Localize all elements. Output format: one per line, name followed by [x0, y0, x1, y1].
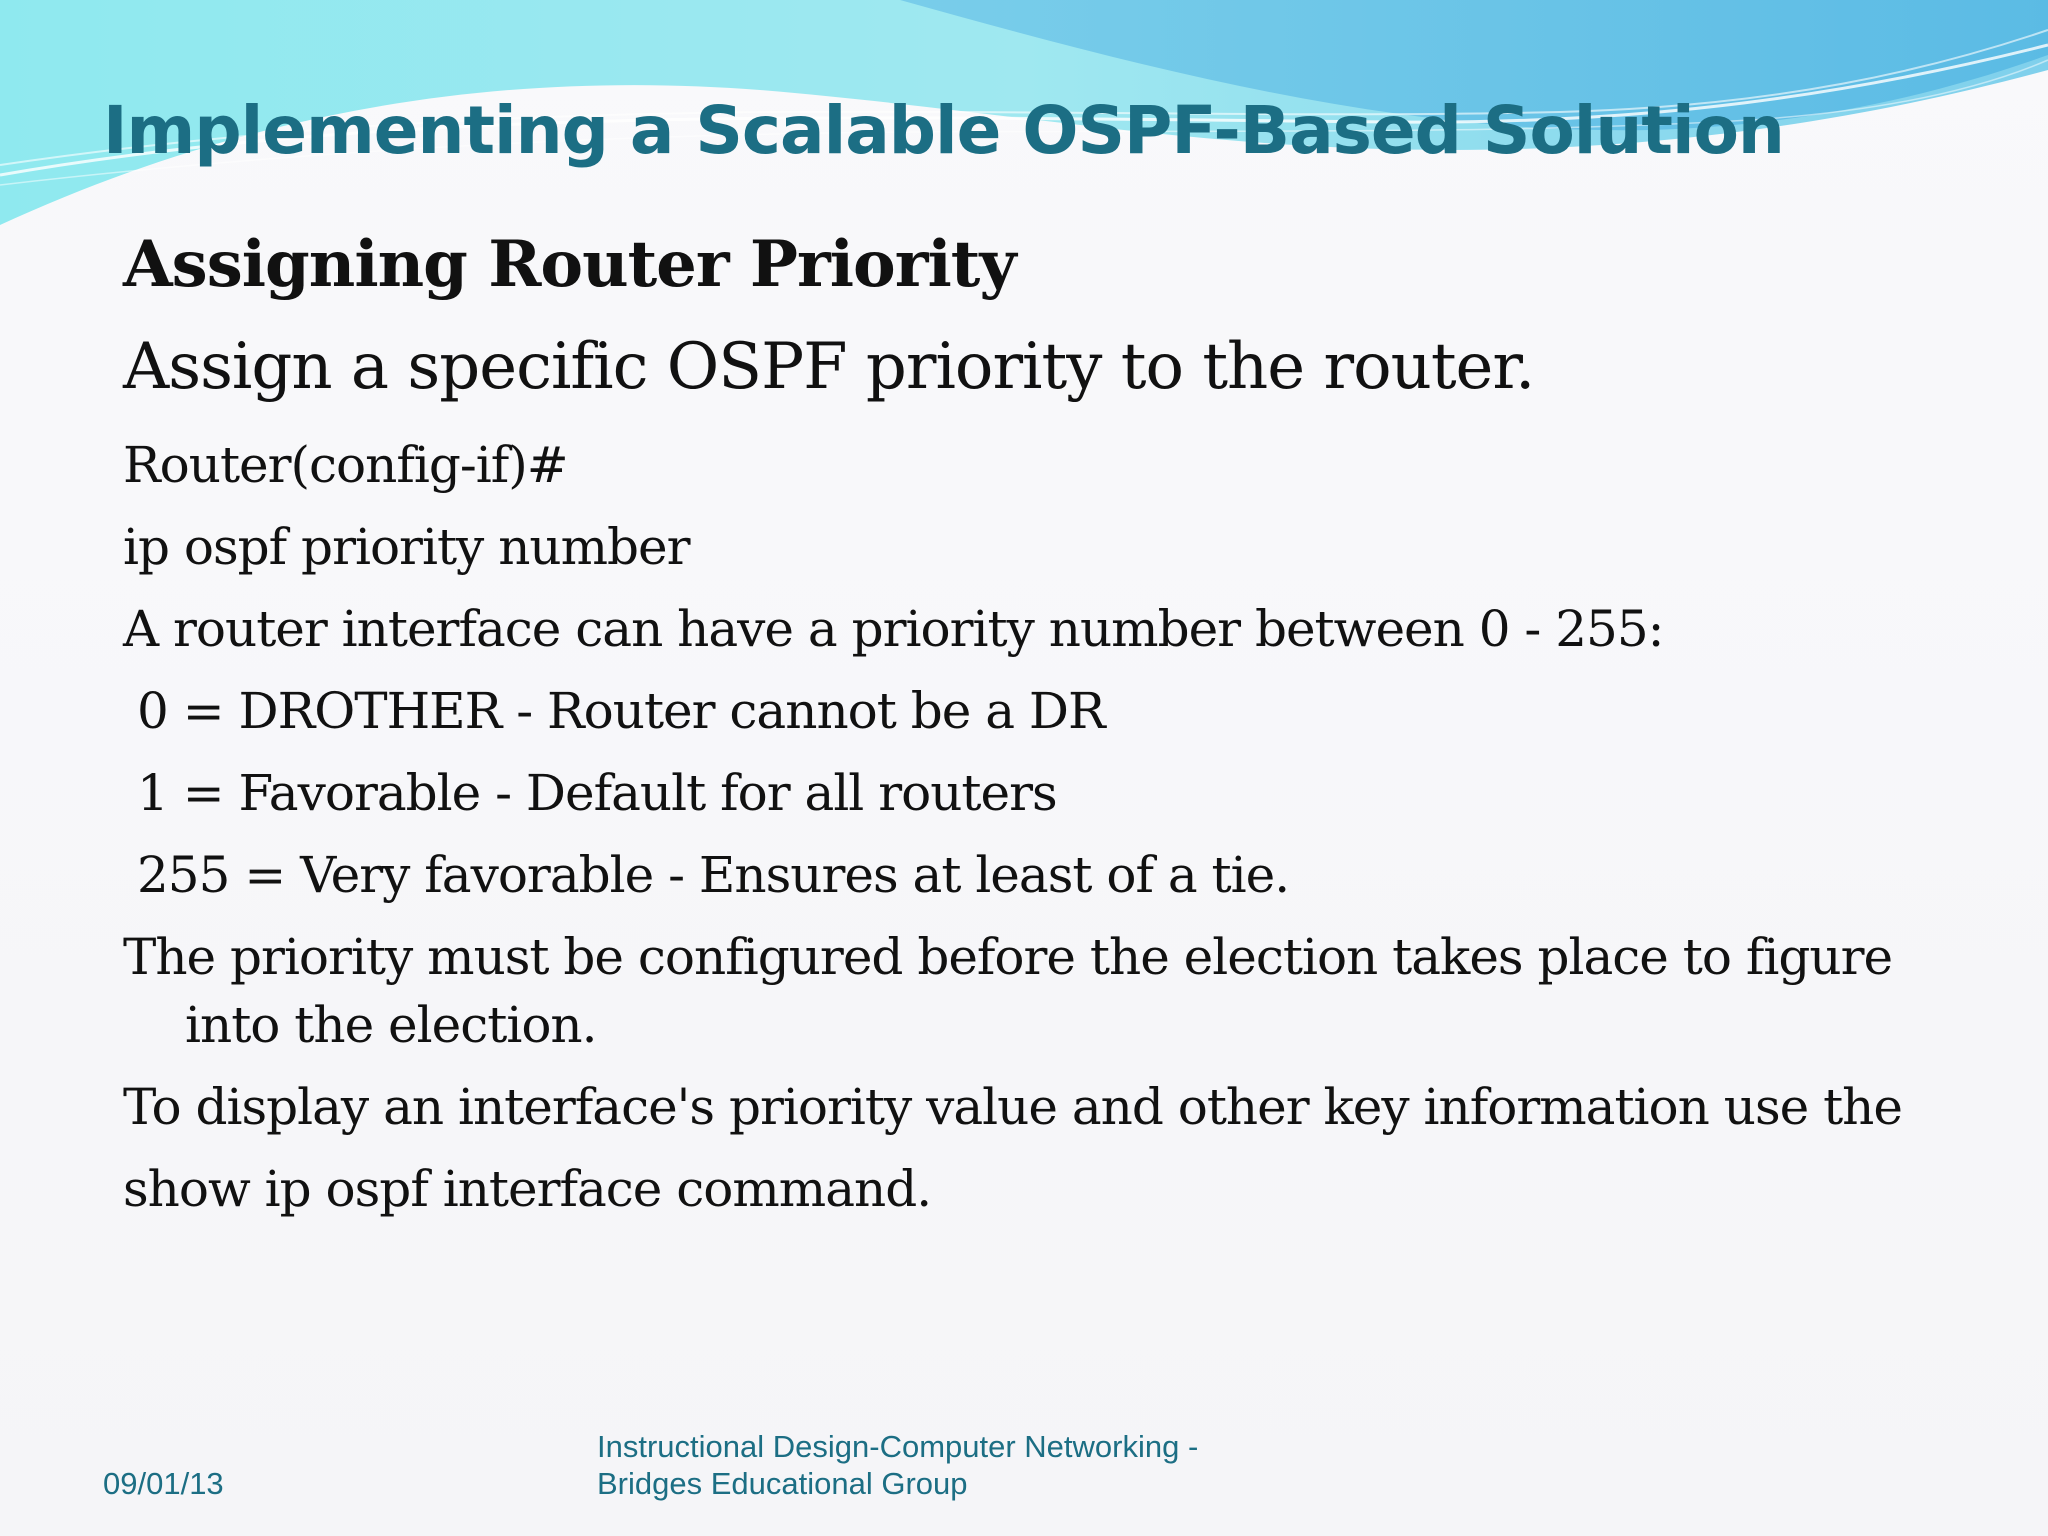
slide-title: Implementing a Scalable OSPF-Based Solution	[103, 92, 1784, 169]
footer-date: 09/01/13	[103, 1466, 224, 1501]
body-line-show-command: show ip ospf interface command.	[123, 1160, 932, 1218]
body-line-priority-1: 1 = Favorable - Default for all routers	[137, 764, 1057, 822]
slide-body	[123, 225, 1963, 1230]
section-heading: Assigning Router Priority	[123, 227, 1016, 302]
body-line-command: ip ospf priority number	[123, 518, 690, 576]
body-line-priority-0: 0 = DROTHER - Router cannot be a DR	[137, 682, 1105, 740]
subheading: Assign a specific OSPF priority to the router.	[123, 330, 1535, 404]
body-line-election-note: The priority must be configured before the election takes place to figure into the election.	[123, 928, 1893, 1054]
footer-organization	[597, 1428, 1198, 1502]
footer-org-line-2: Bridges Educational Group	[597, 1466, 968, 1501]
body-line-range: A router interface can have a priority number between 0 - 255:	[123, 600, 1664, 658]
footer-org-line-1: Instructional Design-Computer Networking -	[597, 1429, 1199, 1464]
body-line-display: To display an interface's priority value and other key information use the	[123, 1078, 1902, 1136]
body-line-priority-255: 255 = Very favorable - Ensures at least of a tie.	[137, 846, 1290, 904]
body-line-prompt: Router(config-if)#	[123, 436, 568, 494]
